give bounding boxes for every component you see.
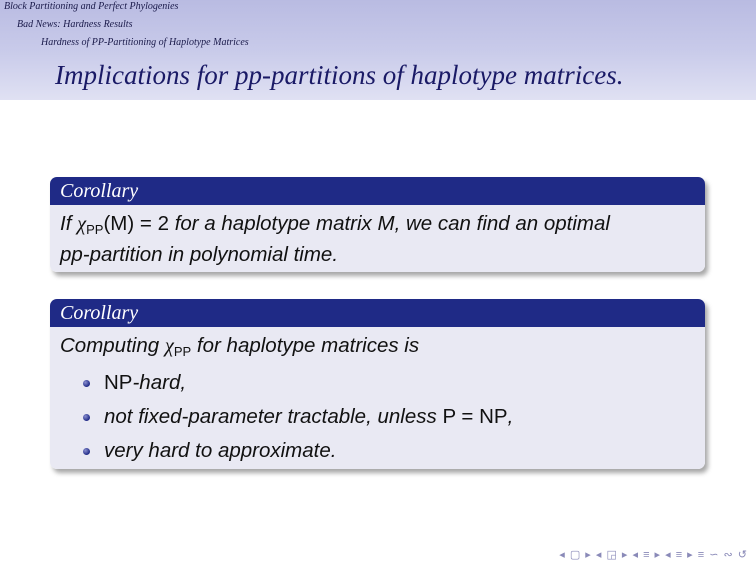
header-bar xyxy=(0,0,756,100)
np-text: NP xyxy=(104,371,133,394)
page-title: Implications for pp-partitions of haplotype matrices. xyxy=(55,60,624,90)
bullet-icon xyxy=(83,414,90,421)
comma: , xyxy=(507,405,514,428)
bullet-icon xyxy=(83,448,90,455)
hard-text: -hard, xyxy=(132,371,187,394)
text-for-haplotype: for haplotype matrices is xyxy=(196,334,420,357)
breadcrumb-subsection[interactable]: Bad News: Hardness Results xyxy=(17,19,133,30)
block-body xyxy=(50,327,705,469)
chi-subscript: PP xyxy=(86,222,104,237)
corollary-1-line-1 xyxy=(60,209,695,240)
chi-symbol: χ xyxy=(77,213,87,235)
beamer-navigation-icons[interactable]: ◂ ▢ ▸ ◂ ◲ ▸ ◂ ≡ ▸ ◂ ≡ ▸ ≡ ∽ ∾ ↺ xyxy=(559,549,748,561)
block-body xyxy=(50,205,705,272)
corollary-block-1 xyxy=(50,177,705,272)
fpt-text: not fixed-parameter tractable, unless xyxy=(104,405,437,428)
chi-subscript: PP xyxy=(173,344,192,359)
list-item xyxy=(60,366,695,400)
corollary-1-line-2: pp-partition in polynomial time. xyxy=(60,243,339,266)
block-title: Corollary xyxy=(50,177,705,205)
text-computing: Computing xyxy=(60,334,160,357)
text-if: If xyxy=(60,212,72,235)
corollary-2-intro xyxy=(60,331,695,362)
list-item xyxy=(60,400,695,434)
list-item xyxy=(60,434,695,468)
p-eq-np: P = NP xyxy=(442,405,508,428)
approx-text: very hard to approximate. xyxy=(104,439,337,462)
equation: (M) = 2 xyxy=(103,212,169,235)
block-title: Corollary xyxy=(50,299,705,327)
breadcrumb-section[interactable]: Block Partitioning and Perfect Phylogenies xyxy=(4,1,179,12)
chi-symbol: χ xyxy=(164,335,174,357)
bullet-icon xyxy=(83,380,90,387)
bullet-list xyxy=(60,366,695,468)
text-rest: for a haplotype matrix M, we can find an optimal xyxy=(174,212,610,235)
breadcrumb-subsubsection[interactable]: Hardness of PP-Partitioning of Haplotype Matrices xyxy=(41,37,249,48)
corollary-block-2 xyxy=(50,299,705,469)
